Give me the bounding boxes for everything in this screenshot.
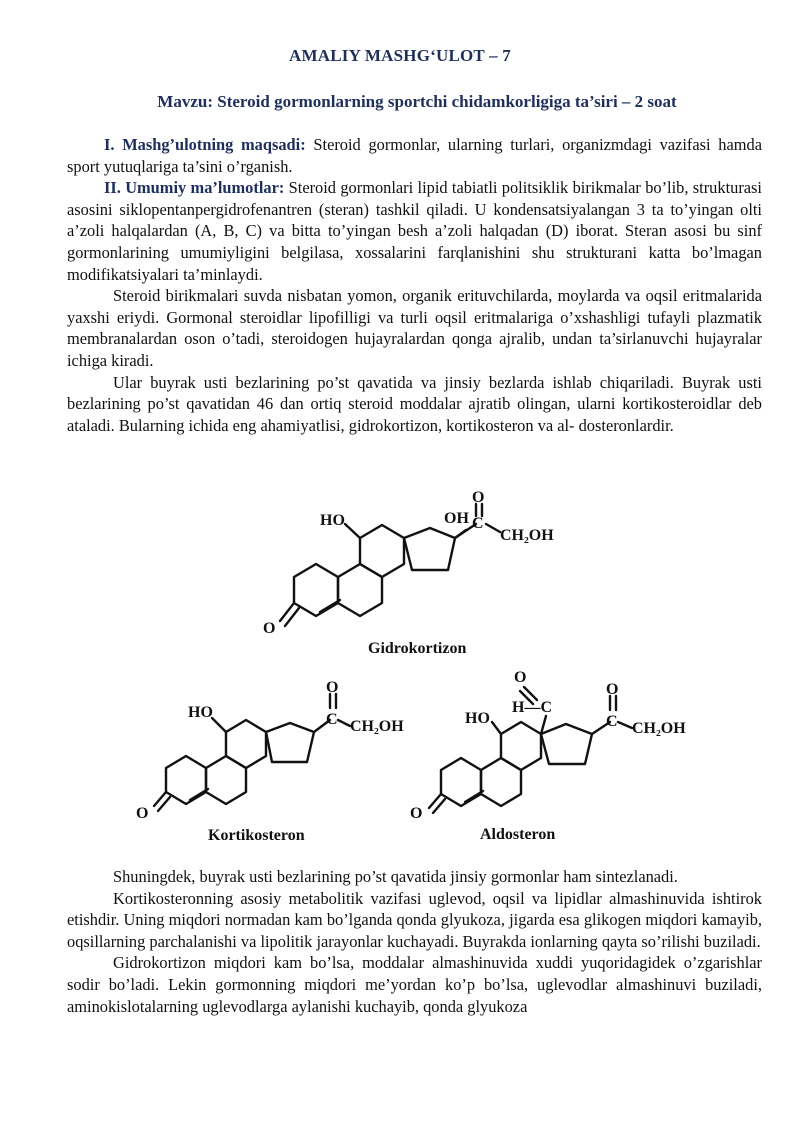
- hydrocortisone-ring-o-label: O: [263, 620, 276, 637]
- chemical-structures: [0, 480, 800, 855]
- hydrocortisone-c-label: C: [472, 515, 484, 532]
- structures-svg: [0, 480, 800, 855]
- corticosterone-c-label: C: [326, 711, 338, 728]
- section-general-text: Steroid gormonlari lipid tabiatli politsiklik birikmalar bo’lib, strukturasi asosini siklopentanpergidrofenantren (steran) tashkil qiladi. U kondensatsiyalangan 3 ta to’yingan olti a’zoli halqalardan (A, B, C) va bitta to’yingan besh a’zoli halqadan (D) iborat. Steran asosi bu sinf gormonlarining umumiyligini belgilasa, xossalarini farqlanishini shu strukturani katta bo’lmagan modifikatsiyalari ta’minlaydi.: [67, 178, 762, 284]
- section-purpose: [67, 134, 762, 177]
- aldosterone-c-label: C: [606, 713, 618, 730]
- hydrocortisone-ho-label: HO: [320, 512, 345, 529]
- aldosterone-ho-label: HO: [465, 710, 490, 727]
- hydrocortisone-ch2oh-label: CH₂OH: [500, 527, 554, 544]
- section-general-label: II. Umumiy ma’lumotlar:: [104, 178, 285, 198]
- corticosterone-ho-label: HO: [188, 704, 213, 721]
- aldosterone-ch2oh-label: CH₂OH: [632, 720, 686, 737]
- page-title: AMALIY MASHG‘ULOT – 7: [289, 46, 511, 65]
- aldosterone-o-label: O: [606, 681, 619, 698]
- aldosterone-name: Aldosteron: [480, 826, 556, 843]
- corticosterone-name: Kortikosteron: [208, 827, 305, 844]
- corticosterone-ring-o-label: O: [136, 805, 149, 822]
- page-subtitle: Mavzu: Steroid gormonlarning sportchi chidamkorligiga ta’siri – 2 soat: [157, 92, 677, 111]
- corticosterone-structure: [154, 694, 350, 811]
- section-general: [67, 177, 762, 285]
- hydrocortisone-o-label: O: [472, 489, 485, 506]
- corticosterone-ch2oh-label: CH₂OH: [350, 718, 404, 735]
- paragraph: Ular buyrak usti bezlarining po’st qavatida va jinsiy bezlarda ishlab chiqariladi. Buyrak usti bezlarining po’st qavatidan 46 dan ortiq steroid moddalar ajratib olingan, ularni kortikosteroidlar deb ataladi. Bularning ichida eng ahamiyatlisi, gidrokortizon, kortikosteron va al- dosteronlardir.: [67, 372, 762, 435]
- corticosterone-o-label: O: [326, 679, 339, 696]
- hydrocortisone-name: Gidrokortizon: [368, 640, 467, 657]
- paragraph: Kortikosteronning asosiy metabolitik vazifasi uglevod, oqsil va lipidlar almashinuvida ishtirok etishdir. Uning miqdori normadan kam bo’lganda qonda glyukoza, jigarda esa glikogen miqdori kamayib, oqsillarning parchalanishi va lipolitik jarayonlar kuchayadi. Buyrakda ionlarning qayta so’rilishi buziladi.: [67, 888, 762, 951]
- aldosterone-ring-o-label: O: [410, 805, 423, 822]
- section-purpose-label: I. Mashg’ulotning maqsadi:: [104, 135, 306, 154]
- paragraph: Gidrokortizon miqdori kam bo’lsa, moddalar almashinuvida xuddi yuqoridagidek o’zgarishlar sodir bo’ladi. Lekin gormonning miqdori me’yordan ko’p bo’lsa, uglevodlar almashinuvi buziladi, aminokislotalarning uglevodlarga aylanishi kuchayib, qonda glyukoza: [67, 953, 762, 1016]
- intro-text: [67, 134, 762, 436]
- body-text: [67, 866, 762, 1017]
- hydrocortisone-oh-label: OH: [444, 510, 469, 527]
- paragraph: Steroid birikmalari suvda nisbatan yomon, organik erituvchilarda, moylarda va oqsil eritmalarida yaxshi eriydi. Gormonal steroidlar lipofilligi va turli oqsil eritmalariga o’xshashligi tufayli plazmatik membranalardan oson o’tadi, steroidogen hujayralardan qonga ajralib, undan ta’sirlanuvchi hujayralar ichiga kiradi.: [67, 286, 762, 370]
- aldosterone-hc-label: H—C: [512, 699, 552, 716]
- aldosterone-aldehyde-o-label: O: [514, 669, 527, 686]
- section-purpose-text: Steroid gormonlar, ularning turlari, organizmdagi vazifasi hamda sport yutuqlariga ta’sini o’rganish.: [67, 135, 762, 176]
- paragraph: Shuningdek, buyrak usti bezlarining po’st qavatida jinsiy gormonlar ham sintezlanadi.: [113, 867, 678, 886]
